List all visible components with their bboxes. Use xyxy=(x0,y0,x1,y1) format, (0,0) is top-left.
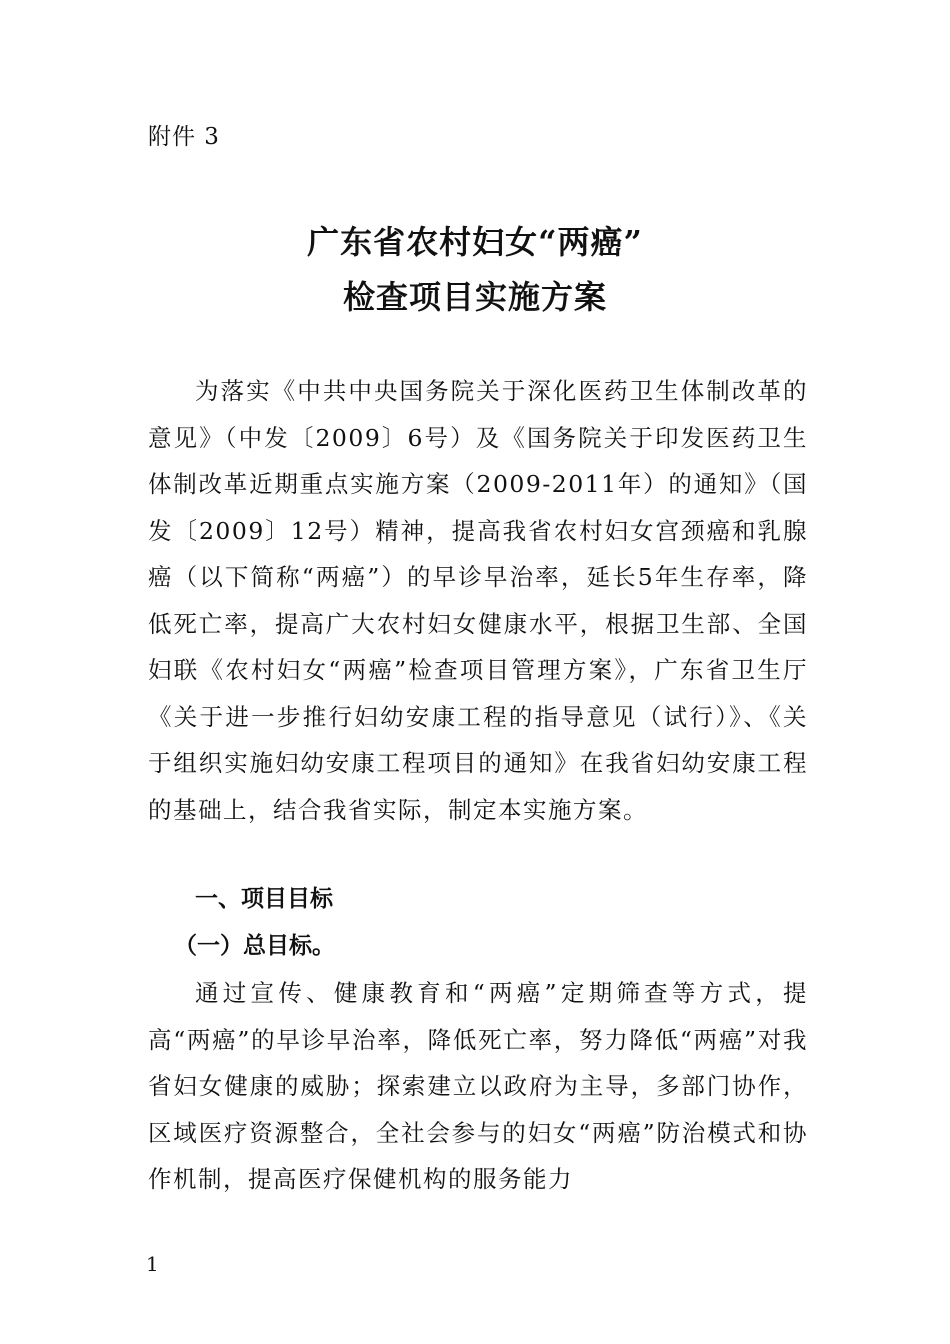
section-heading: 一、项目目标 xyxy=(195,886,333,912)
page-number: 1 xyxy=(146,1252,159,1276)
intro-paragraph: 为落实《中共中央国务院关于深化医药卫生体制改革的意见》（中发〔2009〕6号）及《国务院关于印发医药卫生体制改革近期重点实施方案（2009-2011年）的通知》（国发〔2009〕12号）精神，提高我省农村妇女宫颈癌和乳腺癌（以下简称“两癌”）的早诊早治率，延长5年生存率，降低死亡率，提高广大农村妇女健康水平，根据卫生部、全国妇联《农村妇女“两癌”检查项目管理方案》，广东省卫生厅《关于进一步推行妇幼安康工程的指导意见（试行）》、《关于组织实施妇幼安康工程项目的通知》在我省妇幼安康工程的基础上，结合我省实际，制定本实施方案。 xyxy=(148,377,808,824)
subsection-heading: （一）总目标。 xyxy=(174,932,335,959)
attachment-label: 附件 3 xyxy=(148,124,220,150)
document-title-line1: 广东省农村妇女“两癌” xyxy=(307,223,643,261)
document-title-line2: 检查项目实施方案 xyxy=(342,278,607,316)
goal-paragraph: 通过宣传、健康教育和“两癌”定期筛查等方式，提高“两癌”的早诊早治率，降低死亡率，努力降低“两癌”对我省妇女健康的威胁；探索建立以政府为主导，多部门协作，区域医疗资源整合，全社会参与的妇女“两癌”防治模式和协作机制，提高医疗保健机构的服务能力 xyxy=(148,979,808,1193)
